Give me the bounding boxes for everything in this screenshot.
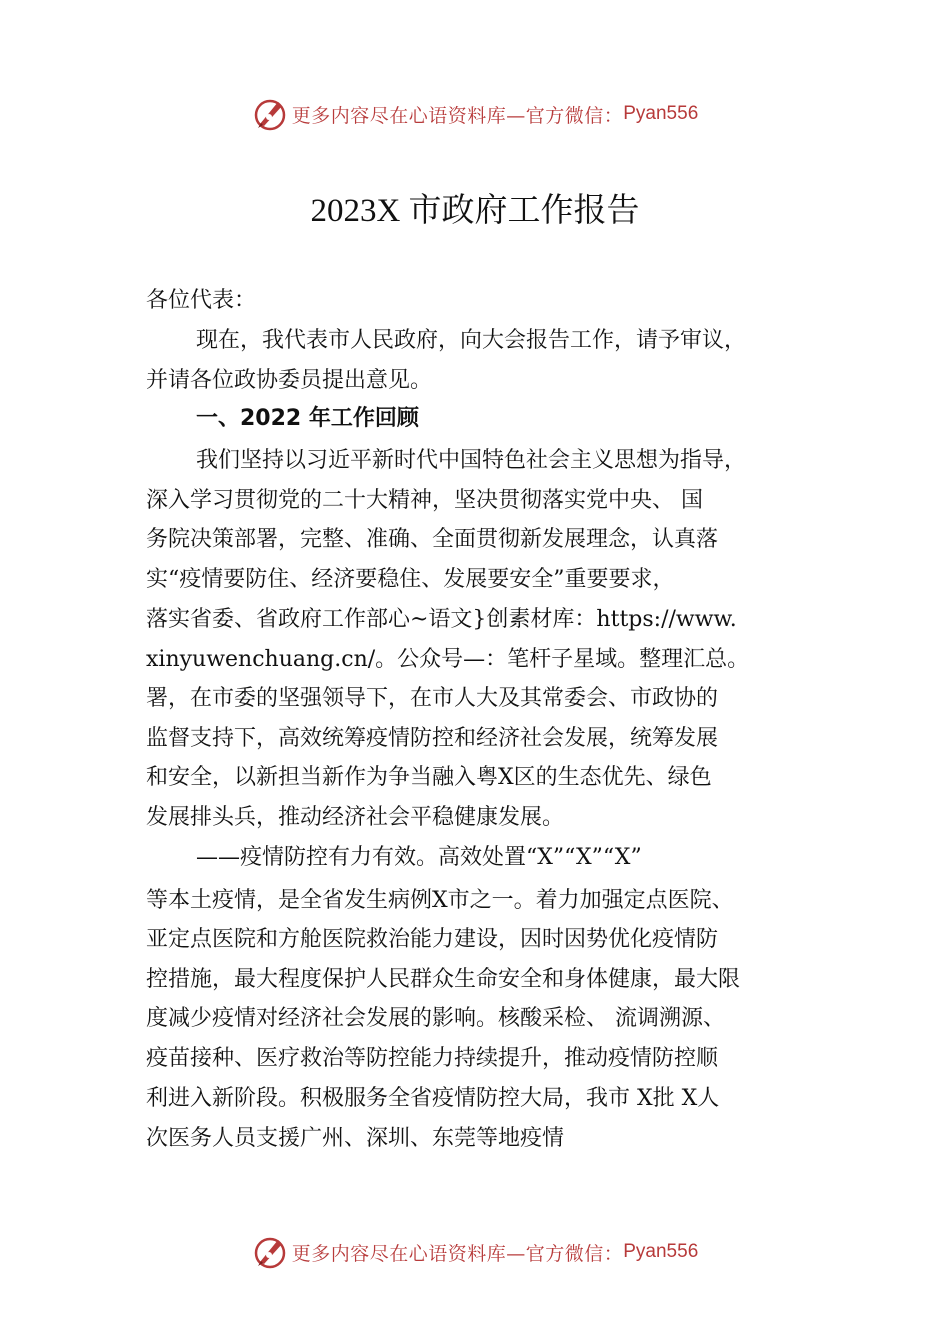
para1-line-4: 实“疫情要防住、经济要稳住、发展要安全”重要要求， bbox=[146, 567, 675, 592]
footer-banner-content bbox=[252, 1234, 699, 1270]
salutation: 各位代表： bbox=[146, 288, 257, 313]
para1-line-3: 务院决策部署，完整、准确、全面贯彻新发展理念，认真落 bbox=[146, 527, 719, 552]
para2-line-7: 利进入新阶段。积极服务全省疫情防控大局，我市 X批 X人 bbox=[146, 1086, 720, 1111]
header-banner bbox=[0, 94, 950, 134]
footer-banner bbox=[0, 1232, 950, 1272]
para1-line-8: 监督支持下，高效统筹疫情防控和经济社会发展，统筹发展 bbox=[146, 726, 719, 751]
para2-line-3: 亚定点医院和方舱医院救治能力建设，因时因势优化疫情防 bbox=[146, 927, 719, 952]
para2-line-6: 疫苗接种、医疗救治等防控能力持续提升，推动疫情防控顺 bbox=[146, 1046, 719, 1071]
intro-line-1: 现在，我代表市人民政府，向大会报告工作，请予审议， bbox=[196, 328, 747, 353]
footer-banner-text: 更多内容尽在心语资料库—官方微信： bbox=[291, 1242, 624, 1265]
para2-line-5: 度减少疫情对经济社会发展的影响。核酸采检、 流调溯源、 bbox=[146, 1006, 725, 1031]
banner-account: Pyan556 bbox=[623, 103, 699, 124]
para1-line-10: 发展排头兵，推动经济社会平稳健康发展。 bbox=[146, 805, 565, 830]
para2-line-1: ——疫情防控有力有效。高效处置“X”“X”“X” bbox=[196, 845, 642, 870]
banner-text: 更多内容尽在心语资料库—官方微信： bbox=[291, 104, 624, 127]
document-title: 2023X 市政府工作报告 bbox=[310, 193, 640, 229]
quill-seal-icon bbox=[252, 1234, 288, 1270]
para1-line-1: 我们坚持以习近平新时代中国特色社会主义思想为指导， bbox=[196, 448, 747, 473]
para2-line-4: 控措施，最大程度保护人民群众生命安全和身体健康，最大限 bbox=[146, 967, 741, 992]
para1-line-7: 署，在市委的坚强领导下，在市人大及其常委会、市政协的 bbox=[146, 686, 719, 711]
para2-line-2: 等本土疫情，是全省发生病例X市之一。着力加强定点医院、 bbox=[146, 888, 734, 913]
section-heading: 一、2022 年工作回顾 bbox=[196, 406, 419, 431]
para2-line-8: 次医务人员支援广州、深圳、东莞等地疫情 bbox=[146, 1126, 565, 1151]
para1-line-5: 落实省委、省政府工作部心~语文}创素材库：https://www. bbox=[146, 607, 737, 632]
quill-seal-icon bbox=[252, 96, 288, 132]
para1-line-2: 深入学习贯彻党的二十大精神，坚决贯彻落实党中央、 国 bbox=[146, 488, 703, 513]
footer-banner-account: Pyan556 bbox=[623, 1241, 699, 1262]
para1-line-6: xinyuwenchuang.cn/。公众号—：笔杆子星域。整理汇总。 bbox=[146, 647, 750, 672]
header-banner-content bbox=[252, 96, 699, 132]
intro-line-2: 并请各位政协委员提出意见。 bbox=[146, 368, 433, 393]
para1-line-9: 和安全，以新担当新作为争当融入粤X区的生态优先、绿色 bbox=[146, 765, 712, 790]
